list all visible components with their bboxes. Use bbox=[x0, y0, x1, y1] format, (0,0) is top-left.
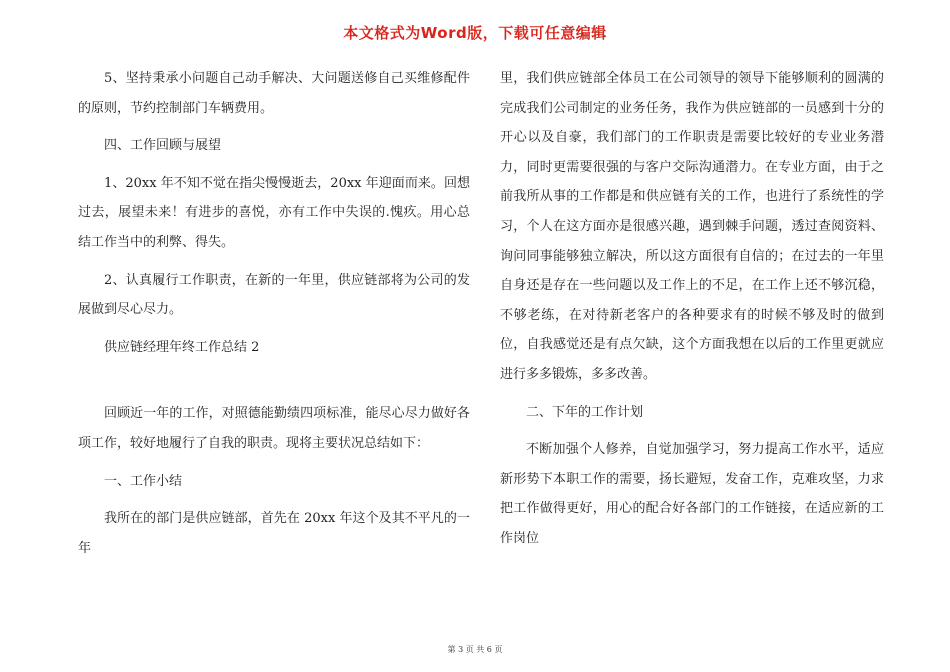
document-subtitle: 供应链经理年终工作总结 2 bbox=[104, 339, 260, 355]
paragraph: 回顾近一年的工作，对照德能勤绩四项标准，能尽心尽力做好各项工作，较好地履行了自我的职责。现将主要状况总结如下： bbox=[78, 406, 470, 451]
paragraph: 5、坚持秉承小问题自己动手解决、大问题送修自己买维修配件的原则，节约控制部门车辆费用。 bbox=[78, 71, 470, 116]
section-heading: 四、工作回顾与展望 bbox=[104, 138, 222, 154]
paragraph: 里，我们供应链部全体员工在公司领导的领导下能够顺利的圆满的完成我们公司制定的业务任务，我作为供应链部的一员感到十分的开心以及自豪，我们部门的工作职责是需要比较好的专业业务潜力，同时更需要很强的与客户交际沟通潜力。在专业方面，由于之前我所从事的工作都是和供应链有关的工作，也进行了系统性的学习，个人在这方面亦是很感兴趣，遇到棘手问题，透过查阅资料、询问同事能够独立解决，所以这方面很有自信的；在过去的一年里自身还是存在一些问题以及工作上的不足，在工作上还不够沉稳，不够老练，在对待新老客户的各种要求有的时候不够及时的做到位，自我感觉还是有点欠缺，这个方面我想在以后的工作里更就应进行多多锻炼，多多改善。 bbox=[500, 71, 884, 382]
section-heading: 一、工作小结 bbox=[104, 473, 183, 489]
paragraph: 我所在的部门是供应链部，首先在 20xx 年这个及其不平凡的一年 bbox=[78, 511, 470, 556]
document-banner: 本文格式为Word版，下载可任意编辑 bbox=[343, 24, 607, 42]
right-column bbox=[500, 64, 884, 554]
left-column bbox=[78, 64, 470, 563]
paragraph: 2、认真履行工作职责，在新的一年里，供应链部将为公司的发展做到尽心尽力。 bbox=[78, 272, 470, 318]
section-heading: 二、下年的工作计划 bbox=[526, 404, 644, 420]
paragraph: 不断加强个人修养，自觉加强学习，努力提高工作水平，适应新形势下本职工作的需要，扬长避短，发奋工作，克难攻坚，力求把工作做得更好，用心的配合好各部门的工作链接，在适应新的工作岗位 bbox=[500, 442, 884, 546]
paragraph: 1、20xx 年不知不觉在指尖慢慢逝去，20xx 年迎面而来。回想过去，展望未来！有进步的喜悦，亦有工作中失误的.愧疚。用心总结工作当中的利弊、得失。 bbox=[78, 175, 470, 250]
page-number: 第 3 页 共 6 页 bbox=[447, 645, 503, 654]
